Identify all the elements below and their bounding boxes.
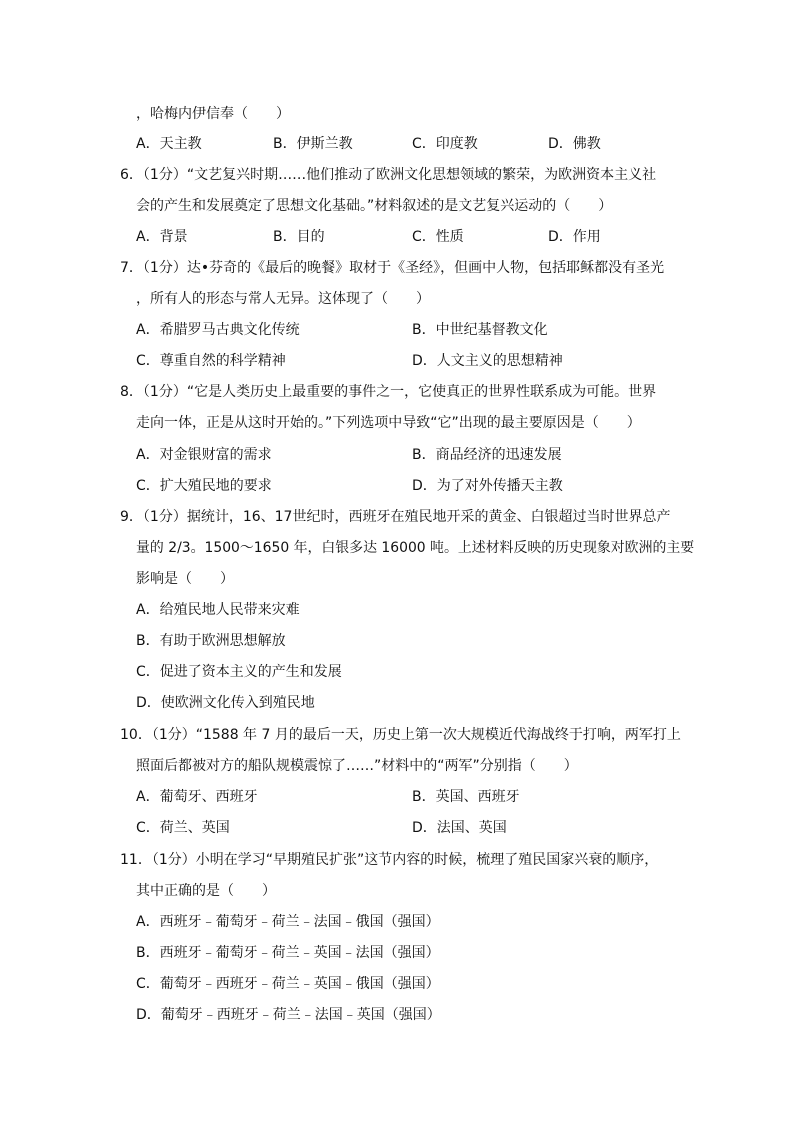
q6-option-c[interactable]: C．性质 [412,229,464,245]
q10-option-c[interactable]: C．荷兰、英国 [136,820,230,836]
q8-stem-line2: 走向一体，正是从这时开始的。”下列选项中导致“它”出现的最主要原因是（ ） [136,415,641,431]
q9-stem-line1: 9．（1分）据统计，16、17世纪时，西班牙在殖民地开采的黄金、白银超过当时世界总产 [120,509,671,525]
q10-stem-line2: 照面后都被对方的船队规模震惊了……”材料中的“两军”分别指（ ） [136,758,578,774]
q7-option-c[interactable]: C．尊重自然的科学精神 [136,353,286,369]
q9-option-d[interactable]: D．使欧洲文化传入到殖民地 [136,695,315,711]
q9-option-b[interactable]: B．有助于欧洲思想解放 [136,633,286,649]
q7-stem-line1: 7．（1分）达•芬奇的《最后的晚餐》取材于《圣经》，但画中人物，包括耶稣都没有圣光 [120,260,665,276]
q6-option-b[interactable]: B．目的 [273,229,325,245]
q10-option-b[interactable]: B．英国、西班牙 [412,789,520,805]
q9-stem-line3: 影响是（ ） [136,571,234,587]
q9-option-c[interactable]: C．促进了资本主义的产生和发展 [136,664,342,680]
q5-option-d[interactable]: D．佛教 [548,136,601,152]
q6-option-a[interactable]: A．背景 [136,229,188,245]
q5-option-a[interactable]: A．天主教 [136,136,202,152]
q5-option-b[interactable]: B．伊斯兰教 [273,136,353,152]
q8-stem-line1: 8．（1分）“它是人类历史上最重要的事件之一，它使真正的世界性联系成为可能。世界 [120,384,657,400]
q8-option-c[interactable]: C．扩大殖民地的要求 [136,478,272,494]
q7-option-d[interactable]: D．人文主义的思想精神 [412,353,563,369]
q9-stem-line2: 量的 2/3。1500～1650 年，白银多达 16000 吨。上述材料反映的历史现象对欧洲的主要 [136,540,695,556]
q7-option-b[interactable]: B．中世纪基督教文化 [412,322,548,338]
q8-option-b[interactable]: B．商品经济的迅速发展 [412,447,562,463]
q8-option-d[interactable]: D．为了对外传播天主教 [412,478,563,494]
q11-stem-line2: 其中正确的是（ ） [136,883,276,899]
q7-stem-line2: ，所有人的形态与常人无异。这体现了（ ） [136,291,430,307]
q11-option-d[interactable]: D．葡萄牙﹣西班牙﹣荷兰﹣法国﹣英国（强国） [136,1007,441,1023]
q5-stem-tail: ，哈梅内伊信奉（ ） [136,106,290,122]
q8-option-a[interactable]: A．对金银财富的需求 [136,447,272,463]
q11-option-a[interactable]: A．西班牙﹣葡萄牙﹣荷兰﹣法国﹣俄国（强国） [136,914,440,930]
q6-option-d[interactable]: D．作用 [548,229,601,245]
q11-stem-line1: 11．（1分）小明在学习“早期殖民扩张”这节内容的时候，梳理了殖民国家兴衰的顺序， [120,852,659,868]
q10-option-a[interactable]: A．葡萄牙、西班牙 [136,789,258,805]
q11-option-b[interactable]: B．西班牙﹣葡萄牙﹣荷兰﹣英国﹣法国（强国） [136,945,440,961]
q11-option-c[interactable]: C．葡萄牙﹣西班牙﹣荷兰﹣英国﹣俄国（强国） [136,976,440,992]
q6-stem-line2: 会的产生和发展奠定了思想文化基础。”材料叙述的是文艺复兴运动的（ ） [136,198,613,214]
q10-stem-line1: 10．（1分）“1588 年 7 月的最后一天，历史上第一次大规模近代海战终于打响，两军打上 [120,727,681,743]
q5-option-c[interactable]: C．印度教 [412,136,478,152]
q9-option-a[interactable]: A．给殖民地人民带来灾难 [136,602,300,618]
q6-stem-line1: 6．（1分）“文艺复兴时期……他们推动了欧洲文化思想领域的繁荣，为欧洲资本主义社 [120,167,657,183]
q7-option-a[interactable]: A．希腊罗马古典文化传统 [136,322,300,338]
q10-option-d[interactable]: D．法国、英国 [412,820,507,836]
